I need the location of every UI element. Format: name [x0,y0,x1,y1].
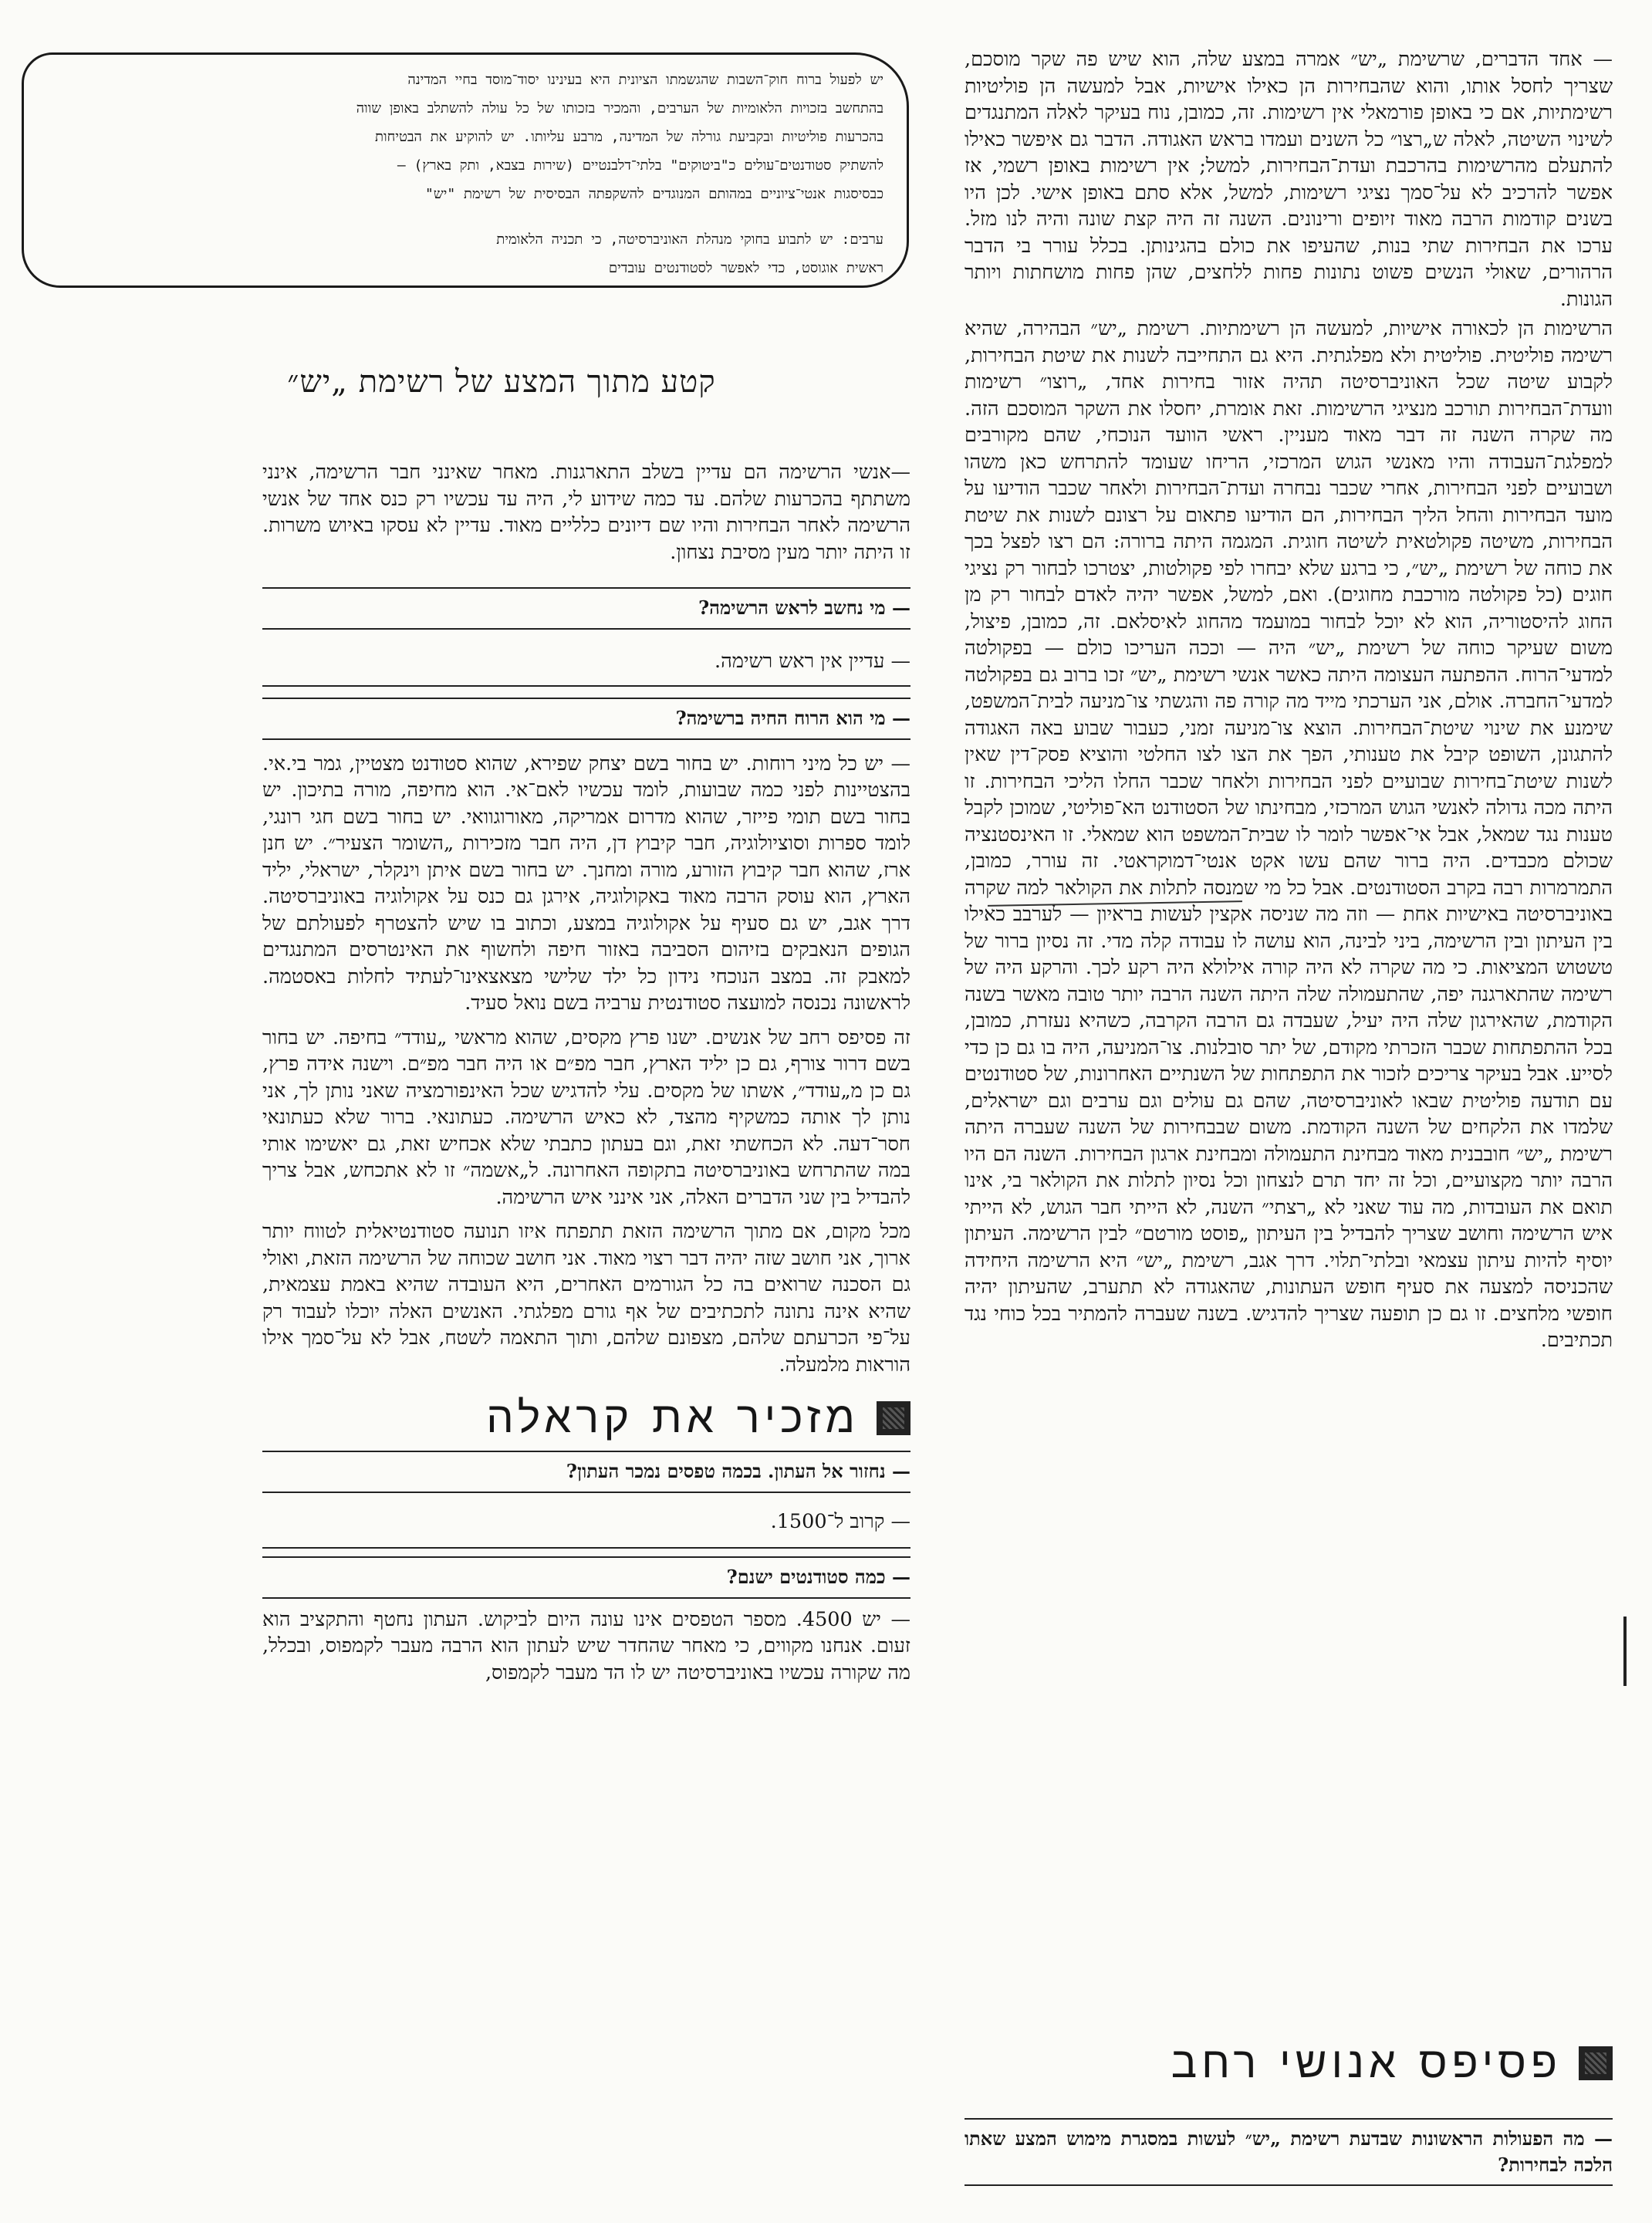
intro-paragraph: —אנשי הרשימה הם עדיין בשלב התארגנות. מאחר שאינני חבר הרשימה, אינני משתתף בהכרעות שלהם. עד כמה שידוע לי, היה עד עכשיו רק כנס אחד של אנשי הרשימה לאחר הבחירות והיו שם דיונים כלליים מאוד. עדיין לא עסקו באיוש משרות. זו היתה יותר מעין מסיבת נצחון. [262,461,910,564]
section-title: מזכיר את קראלה [486,1393,860,1443]
square-ornament-icon [1579,2046,1613,2080]
excerpt-line: בהתחשב בזכויות הלאומיות של הערבים, והמכיר בזכותו של כל עולה להשתלב באופן שווה [356,100,883,117]
right-section-heading-wrap [965,2039,1613,2088]
square-ornament-icon [877,1401,910,1435]
body-paragraph: מכל מקום, אם מתוך הרשימה הזאת תתפתח איזו תנועה סטודנטיאלית לטווח יותר ארוך, אני חושב שזה יהיה דבר רצוי מאוד. אני חושב שכוחה של הרשימה הזאת, ואולי גם הסכנה שרואים בה כל הגורמים האחרים, היא העובדה שהיא באמת עצמאית, שהיא אינה נתונה לתכתיבים של אף גורם מפלגתי. האנשים האלה יוכלו לעבוד רק על־פי הכרעתם שלהם, מצפונם שלהם, ותוך התאמה לשטח, אבל לא על־סמך אילו הוראות מלמעלה. [262,1220,910,1377]
answer: — עדיין אין ראש רשימה. [262,640,910,688]
left-column [262,459,910,1686]
section-title: פסיפס אנושי רחב [1171,2038,1562,2088]
excerpt-caption: קטע מתוך המצע של רשימת „יש״ [287,364,716,400]
excerpt-tail-line: ראשית אוגוסט, כדי לאפשר לסטודנטים עובדים [608,260,883,276]
question: — מה הפעולות הראשונות שבדעת רשימת „יש״ לעשות במסגרת מימוש המצע שאתו הלכה לבחירות? [965,2118,1613,2186]
manifesto-excerpt-box [22,52,909,288]
margin-mark [1623,1617,1627,1686]
body-paragraph: הרשימות הן לכאורה אישיות, למעשה הן רשימתיות. רשימת „יש״ הבהירה, שהיא רשימה פוליטית. פוליטית ולא מפלגתית. היא גם התחייבה לשנות את שיטת הבחירות, לקבוע שיטה שכל האוניברסיטה תהיה אזור בחירות אחד, „רוצו״ רשימות וועדת־הבחירות תורכב מנציגי הרשימות. זאת אומרת, יחסלו את השקר המוסכם הזה. מה שקרה השנה זה דבר מאוד מעניין. ראשי הוועד הנוכחי, שהם מקורבים למפלגת־העבודה והיו מאנשי הגוש המרכזי, הריחו שעומד להתרחש כאן משהו ושבועיים לפני הבחירות, אחרי שכבר נבחרה ועדת־הבחירות ולאחר שכבר הודיעו על מועד הבחירות והחל הליך הבחירות, הם הודיעו פתאום על רצונם לשנות את שיטת הבחירות, משיטה פקולטאית לשיטה חוגית. המגמה היתה ברורה: הם רצו לפצל בכך את כוחה של רשימת „יש״, כי ברגע שלא יבחרו לפי פקולטות, יצטרכו לבחור רק נציגי חוגים (כל פקולטה מורכבת מחוגים). ואם, למשל, אפשר יהיה לאדם לבחור רק מן החוג להיסטוריה, הוא לא יוכל לבחור במועמד מהחוג לאיסלאם. זה, כמובן, פיצול, משום שעיקר כוחה של רשימת „יש״ היה — וככה העריכו כולם — בפקולטה למדעי־הרוח. ההפתעה העצומה היתה כאשר אנשי רשימת „יש״ זכו ברוב גם בפקולטה למדעי־החברה. אולם, אני הערכתי מייד מה קורה פה והגשתי צו־מניעה לבית־המשפט, שימנע את שינוי שיטת־הבחירות. הוצא צו־מניעה זמני, כעבור שבוע באה האגודה להתגונן, השופט קיבל את טענותי, הפך את הצו לצו החלטי והוציא פסק־דין שאין לשנות שיטת־בחירות שבועיים לפני הבחירות ולאחר שכבר החלו הליכי הבחירות. זו היתה מכה גדולה לאנשי הגוש המרכזי, מבחינתו של הסטודנט הא־פוליטי, שמוכן לקבל טענות נגד שמאל, אבל אי־אפשר לומר לו שבית־המשפט הוא שמאלי. זו האינסטנציה שכולם מכבדים. היה ברור שהם עשו אקט אנטי־דמוקראטי. זה עורר, כמובן, התמרמרות רבה בקרב הסטודנטים. אבל כל מי שמנסה לתלות את הקולאר למה שקרה באוניברסיטה באישיות אחת — וזה מה שניסה אקצין לעשות בראיון — לערבב כאילו בין העיתון ובין הרשימה, ביני לבינה, הוא עושה לו עבודה קלה מדי. זה נסיון ברור של טשטוש המציאות. כי מה שקרה לא היה קורה אילולא היה רקע לכך. והרקע היה של רשימה שהתארגנה יפה, שהתעמולה שלה היתה השנה הרבה יותר טובה מאשר בשנה הקודמת, שהאירגון שלה היה יעיל, שעבדה גם הרבה הקרבה, כשהיא נעזרת, כמובן, בכל ההתפתחות שכבר הזכרתי מקודם, של יתר סובלנות. צו־המניעה, היה בו גם כן כדי לסייע. אבל בעיקר צריכים לזכור את התפתחות של השנתיים האחרונות, של סטודנטים עם תודעה פוליטית שבאו לאוניברסיטה, שהם גם עולים וגם ערבים וגם ישראלים, שלמדו את הלקחים של השנה הקודמת. משום שבבחירות של השנה שעברה היתה רשימת „יש״ חובבנית מאוד מבחינת התעמולה ומבחינת ארגון הבחירות. השנה הם היו הרבה יותר מקצועיים, וכל זה יחד תרם לנצחון וכל נסיון לתלות את הקולאר בי, אינו תואם את העובדות, מה עוד שאני לא „רצתי״ השנה, לא הייתי חבר הגוש, לא הייתי איש הרשימה וחושב שצריך להבדיל בין העיתון „פוסט מורטם״ לבין הרשימה. העיתון יוסיף להיות עיתון עצמאי ובלתי־תלוי. דרך אגב, רשימת „יש״ היא הרשימה היחידה שהכניסה למצעה את סעיף חופש העתונות, שהאגודה לא תתערב, שהעיתון יהיה חופשי מלחצים. זו גם כן תופעה שצריך להדגיש. בשנה שעברה להמתיר בכל כוחי נגד תכתיבים. [965,317,1613,1352]
question: — נחזור אל העתון. בכמה טפסים נמכר העתון? [262,1451,910,1493]
excerpt-line: להשתיק סטודנטים־עולים כ"ביטוקים" בלתי־דלבנטיים (שירות בצבא, ותק בארץ) — [397,157,883,174]
excerpt-tail-line: ערבים: יש לתבוע בחוקי מנהלת האוניברסיטה, כי תכניה הלאומית [496,231,883,248]
excerpt-line: כבסיסגות אנטי־ציוניים במהותם המנוגדים להשקפתה הבסיסית של רשימת "יש" [425,186,883,202]
section-heading [262,1394,910,1443]
excerpt-line: בהכרעות פוליטיות ובקביעת גורלה של המדינה, מרבע עליותו. יש להוקיע את הבטיחות [375,129,883,145]
excerpt-line: יש לפעול ברוח חוק־השבות שהגשמתו הציונית היא בעינינו יסוד־מוסד בחיי המדינה [407,72,883,88]
question: — מי הוא הרוח החיה ברשימה? [262,698,910,740]
body-paragraph: — אחד הדברים, שרשימת „יש״ אמרה במצע שלה, הוא שיש פה שקר מוסכם, שצריך לחסל אותו, והוא שהבחירות הן כאילו אישיות, אבל למעשה הן פוליטיות רשימתיות, אם כי באופן פורמאלי אין רשימות. זה, כמובן, נוח בעיקר לאלה המתנגדים לשינוי השיטה, לאלה ש„רצו״ כל השנים ועמדו בראש האגודה. הדבר גם איפשר כאילו להתעלם מהרשימות בהרכבת ועדת־הבחירות, למשל; אין רשימות באופן רשמי, אז אפשר להרכיב לא על־סמך נציגי רשימות, למשל, אלא סתם באופן אישי. לכן היו בשנים קודמות הרבה מאוד זיופים ורינונים. השנה זה היה קצת שונה והיה לנו מזל. ערכו את הבחירות שתי בנות, שהעיפו את כולם בהגינותן. בכלל עורר בי הדבר הרהורים, שאולי הנשים פשוט נתונות פחות ללחצים, שהן פחות מושחתות ויותר הגונות. [965,48,1613,311]
body-paragraph: — יש כל מיני רוחות. יש בחור בשם יצחק שפירא, שהוא סטודנט מצטיין, גמר בי.אי. בהצטיינות לפני כמה שבועות, לומד עכשיו לאם־אי. הוא מחיפה, מורה בתיכון. יש בחור בשם תומי פייזר, שהוא מדרום אמריקה, מאורוגוואי. יש בחור בשם חגי רונגי, לומד ספרות וסוציולוגיה, חבר קיבוץ דן, היה חבר מזכירות „השומר הצעיר״. יש חנן ארז, שהוא חבר קיבוץ הזורע, מורה ומחנך. יש בחור בשם איתן וינקלר, ישראלי, יליד הארץ, הוא עוסק הרבה מאוד באקולוגיה, אירגן גם כנס על אקולוגיה באוניברסיטה. דרך אגב, יש גם סעיף על אקולוגיה במצע, וכתוב בו שיש להצטרף לפעולתם של הגופים הנאבקים בזיהום הסביבה באזור חיפה ולחשוף את האינטרסים המתנגדים למאבק זה. במצב הנוכחי נידון כל ילד שלישי מצאצאינו־לעתיד לחלות באסטמה. לראשונה נכנסה למועצה סטודנטית ערביה בשם נואל סעיד. [262,752,910,1015]
body-paragraph: זה פסיפס רחב של אנשים. ישנו פרץ מקסים, שהוא מראשי „עודד״ בחיפה. יש בחור בשם דרור צורף, גם כן יליד הארץ, חבר מפ״ם או היה חבר מפ״ם. וישנה אידה פרץ, גם כן מ„עודד״, אשתו של מקסים. עלי להדגיש שכל האינפורמציה שאני נותן לך, אני נותן לך אותה כמשקיף מהצד, לא כאיש הרשימה. כעתונאי. ברור שלא כעתונאי חסר־דעה. לא הכחשתי זאת, וגם בעתון כתבתי שלא אכחיש זאת, גם יאשימו אותי במה שהתרחש באוניברסיטה בתקופה האחרונה. ל„אשמה״ זו לא אתכחש, אבל צריך להבדיל בין שני הדברים האלה, אני אינני איש הרשימה. [262,1025,910,1209]
right-column [965,46,1613,2060]
answer: — קרוב ל־1500. [262,1501,910,1549]
body-paragraph: — יש 4500. מספר הטפסים אינו עונה היום לביקוש. העתון נחטף והתקציב הוא זעום. אנחנו מקווים, כי מאחר שהחדר שיש לעתון הוא הרבה מעבר לקמפוס, ובכלל, מה שקורה עכשיו באוניברסיטה יש לו הד מעבר לקמפוס, [262,1607,911,1684]
question: — מי נחשב לראש הרשימה? [262,587,910,630]
section-heading [965,2039,1613,2088]
question: — כמה סטודנטים ישנם? [262,1556,910,1599]
